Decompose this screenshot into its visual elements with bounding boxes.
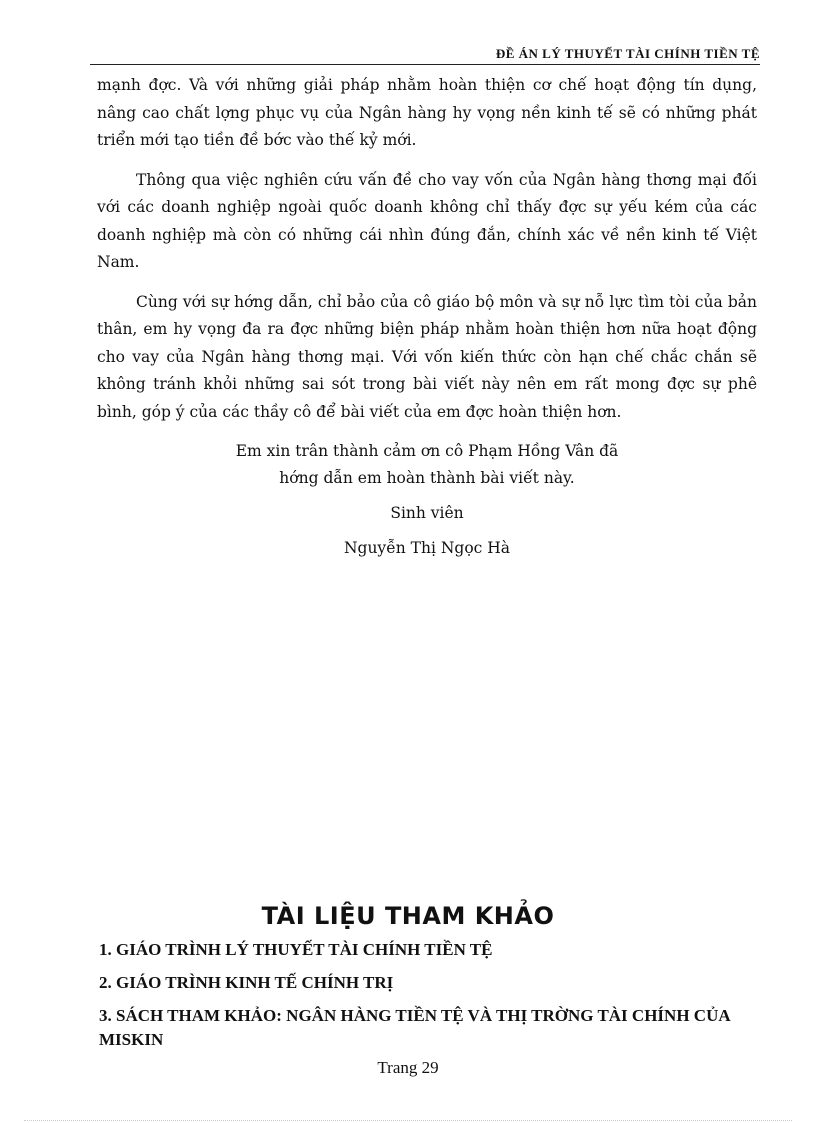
references-list: [99, 938, 739, 1061]
thanks-line-2: hớng dẫn em hoàn thành bài viết này.: [279, 469, 575, 487]
thanks-line-1: Em xin trân thành cảm ơn cô Phạm Hồng Vân đã: [235, 442, 619, 460]
paragraph-3: Cùng với sự hớng dẫn, chỉ bảo của cô giáo bộ môn và sự nỗ lực tìm tòi của bản thân, em hy vọng đa ra đợc những biện pháp nhằm hoàn thiện hơn nữa hoạt động cho vay của Ngân hàng thơng mại. Với vốn kiến thức còn hạn chế chắc chắn sẽ không tránh khỏi những sai sót trong bài viết này nên em rất mong đợc sự phê bình, góp ý của các thầy cô để bài viết của em đợc hoàn thiện hơn.: [97, 292, 757, 421]
document-body: [97, 72, 757, 562]
signature-role: Sinh viên: [390, 504, 464, 522]
reference-item: 3. SÁCH THAM KHẢO: NGÂN HÀNG TIỀN TỆ VÀ THỊ TRỜNG TÀI CHÍNH CỦA MISKIN: [99, 1006, 730, 1049]
reference-item: 1. GIÁO TRÌNH LÝ THUYẾT TÀI CHÍNH TIỀN TỆ: [99, 940, 493, 959]
paragraph-1: mạnh đợc. Và với những giải pháp nhằm hoàn thiện cơ chế hoạt động tín dụng, nâng cao chất lợng phục vụ của Ngân hàng hy vọng nền kinh tế sẽ có những phát triển mới tạo tiền đề bớc vào thế kỷ mới.: [97, 76, 757, 149]
signature-name: Nguyễn Thị Ngọc Hà: [343, 539, 511, 557]
reference-item: 2. GIÁO TRÌNH KINH TẾ CHÍNH TRỊ: [99, 973, 394, 992]
paragraph-2: Thông qua việc nghiên cứu vấn đề cho vay vốn của Ngân hàng thơng mại đối với các doanh nghiệp ngoài quốc doanh không chỉ thấy đợc sự yếu kém của các doanh nghiệp mà còn có những cái nhìn đúng đắn, chính xác về nền kinh tế Việt Nam.: [97, 170, 757, 271]
running-header: ĐỀ ÁN LÝ THUYẾT TÀI CHÍNH TIỀN TỆ: [90, 46, 760, 65]
references-title: TÀI LIỆU THAM KHẢO: [261, 902, 555, 930]
page-bottom-divider: [24, 1120, 792, 1121]
page-number: Trang 29: [377, 1058, 439, 1077]
